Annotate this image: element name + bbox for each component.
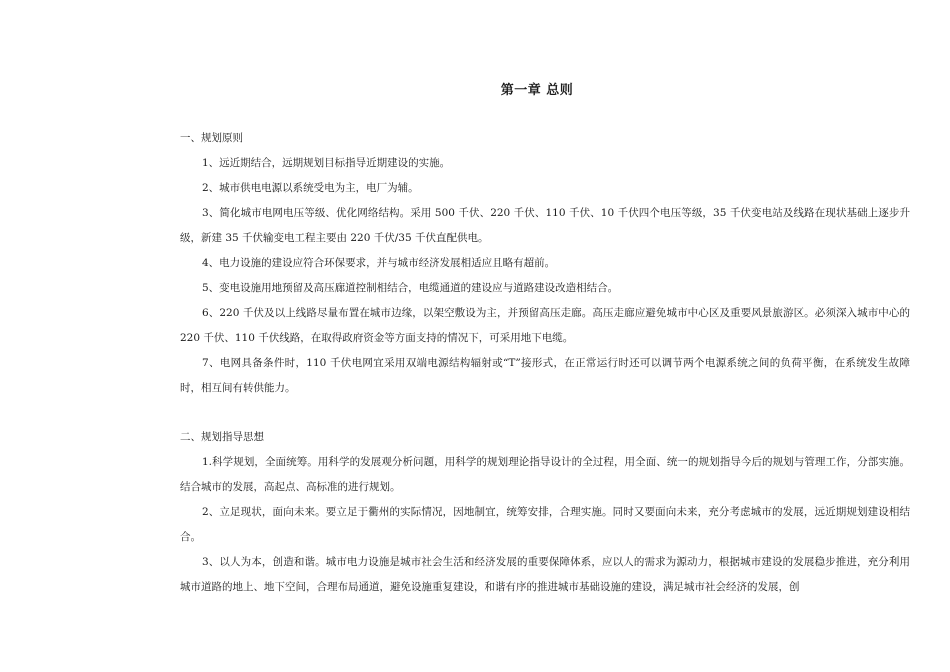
paragraph: 3、简化城市电网电压等级、优化网络结构。采用 500 千伏、220 千伏、110 千伏、10 千伏四个电压等级，35 千伏变电站及线路在现状基础上逐步升级，新建 35 千伏输变电工程主要由 220 千伏/35 千伏直配供电。 bbox=[180, 207, 910, 244]
section-planning-principles bbox=[180, 126, 910, 401]
section-heading: 二、规划指导思想 bbox=[180, 431, 264, 443]
paragraph: 2、立足现状，面向未来。要立足于衢州的实际情况，因地制宜，统筹安排，合理实施。同时又要面向未来，充分考虑城市的发展，远近期规划建设相结合。 bbox=[180, 506, 910, 543]
section-guiding-ideology bbox=[180, 425, 910, 600]
section-heading: 一、规划原则 bbox=[180, 132, 243, 144]
paragraph: 1、远近期结合，远期规划目标指导近期建设的实施。 bbox=[202, 157, 451, 169]
paragraph: 6、220 千伏及以上线路尽量布置在城市边缘，以架空敷设为主，并预留高压走廊。高压走廊应避免城市中心区及重要风景旅游区。必须深入城市中心的 220 千伏、110 千伏线路，在取得政府资金等方面支持的情况下，可采用地下电缆。 bbox=[180, 307, 910, 344]
paragraph: 1.科学规划，全面统筹。用科学的发展观分析问题，用科学的规划理论指导设计的全过程，用全面、统一的规划指导今后的规划与管理工作，分部实施。结合城市的发展，高起点、高标准的进行规划。 bbox=[180, 456, 910, 493]
paragraph: 4、电力设施的建设应符合环保要求，并与城市经济发展相适应且略有超前。 bbox=[202, 257, 556, 269]
paragraph: 5、变电设施用地预留及高压廊道控制相结合，电缆通道的建设应与道路建设改造相结合。 bbox=[202, 282, 619, 294]
chapter-title: 第一章 总则 bbox=[500, 83, 574, 98]
paragraph: 7、电网具备条件时，110 千伏电网宜采用双端电源结构辐射或“T”接形式，在正常运行时还可以调节两个电源系统之间的负荷平衡，在系统发生故障时，相互间有转供能力。 bbox=[180, 357, 910, 394]
paragraph: 3、以人为本，创造和谐。城市电力设施是城市社会生活和经济发展的重要保障体系，应以人的需求为源动力，根据城市建设的发展稳步推进，充分利用城市道路的地上、地下空间，合理布局通道，避免设施重复建设，和谐有序的推进城市基础设施的建设，满足城市社会经济的发展，创 bbox=[180, 556, 910, 593]
paragraph: 2、城市供电电源以系统受电为主，电厂为辅。 bbox=[202, 182, 419, 194]
